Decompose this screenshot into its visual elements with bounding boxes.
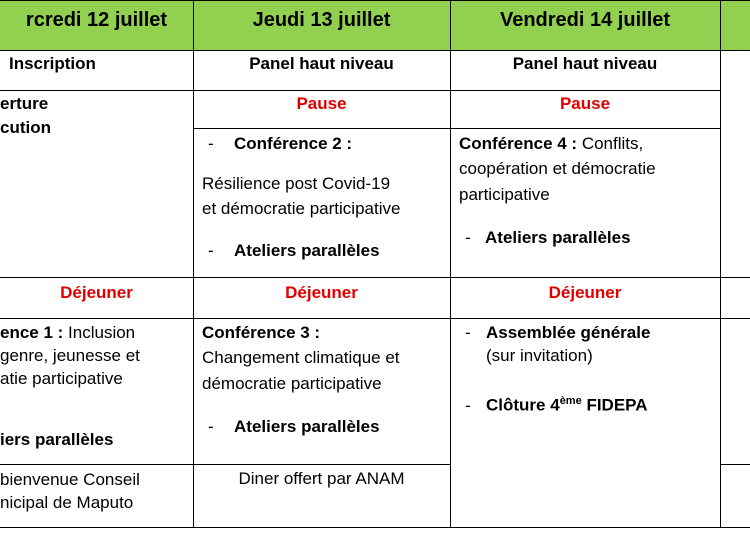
conference-2-title: Conférence 2 : [234,134,353,153]
bullet-dash: - [208,241,214,260]
lunch-friday: Déjeuner [548,283,622,302]
column-divider [450,0,451,528]
ouverture-line1: erture [0,94,49,113]
conference-4-line1 [459,132,643,156]
ouverture-line2: cution [0,118,51,137]
row-divider [193,128,720,129]
workshops-friday [465,226,631,250]
row-divider [0,50,750,51]
conference-3-line1: Changement climatique et [202,348,400,367]
row-divider [0,277,750,278]
panel-friday: Panel haut niveau [512,54,658,73]
conference-2-heading [208,132,352,156]
panel-thursday: Panel haut niveau [249,54,394,73]
conference-1-line1 [0,321,135,345]
workshops-label: Ateliers parallèles [234,241,380,260]
bullet-dash: - [208,134,214,153]
header-friday [450,0,720,50]
bullet-dash: - [465,395,471,415]
general-assembly-title: Assemblée générale [486,323,651,342]
conference-1-line2: genre, jeunesse et [0,346,140,365]
closing-event: FIDEPA [581,395,648,415]
workshops-wednesday: iers parallèles [0,430,114,449]
inscription-label: Inscription [9,54,96,73]
bullet-dash: - [208,417,214,436]
conference-2-line1: Résilience post Covid-19 [202,174,391,193]
workshops-label: Ateliers parallèles [485,228,631,247]
conference-1-title: ence 1 : [0,323,64,342]
break-thursday: Pause [296,94,347,113]
row-divider [720,464,750,465]
closing-fidepa [465,389,648,418]
row-divider [0,464,450,465]
welcome-line2: nicipal de Maputo [0,493,134,512]
bullet-dash: - [465,323,471,342]
bullet-dash: - [465,228,471,247]
lunch-thursday: Déjeuner [285,283,358,302]
table-border-bottom [0,527,750,528]
closing-label: Clôture 4 [486,395,560,415]
dinner-thursday: Diner offert par ANAM [238,469,405,488]
row-divider [0,318,750,319]
general-assembly-note: (sur invitation) [486,346,593,365]
column-divider [193,0,194,528]
conference-4-title: Conférence 4 : [459,134,578,153]
row-divider [0,90,720,91]
header-thursday [193,0,450,50]
lunch-wednesday: Déjeuner [60,283,133,302]
conference-4-line3: participative [459,185,550,204]
header-wednesday-label: rcredi 12 juillet [25,9,168,31]
break-friday: Pause [559,94,611,113]
conference-3-title: Conférence 3 : [202,323,321,342]
closing-ordinal: ème [559,395,582,407]
column-divider [720,0,721,528]
header-friday-label: Vendredi 14 juillet [499,9,671,31]
conference-1-topic: Inclusion [63,323,136,342]
workshops-thursday-1 [208,239,380,263]
header-extra [720,0,750,50]
conference-4-line2: coopération et démocratie [459,159,656,178]
conference-2-line2: et démocratie participative [202,199,401,218]
header-wednesday [0,0,193,50]
welcome-line1: bienvenue Conseil [0,470,140,489]
conference-1-line3: atie participative [0,369,123,388]
general-assembly [465,321,650,345]
workshops-thursday-2 [208,415,380,439]
conference-4-topic: Conflits, [577,134,644,153]
table-border-top [0,0,750,1]
conference-3-line2: démocratie participative [202,374,382,393]
header-thursday-label: Jeudi 13 juillet [252,9,391,31]
workshops-label: Ateliers parallèles [234,417,380,436]
